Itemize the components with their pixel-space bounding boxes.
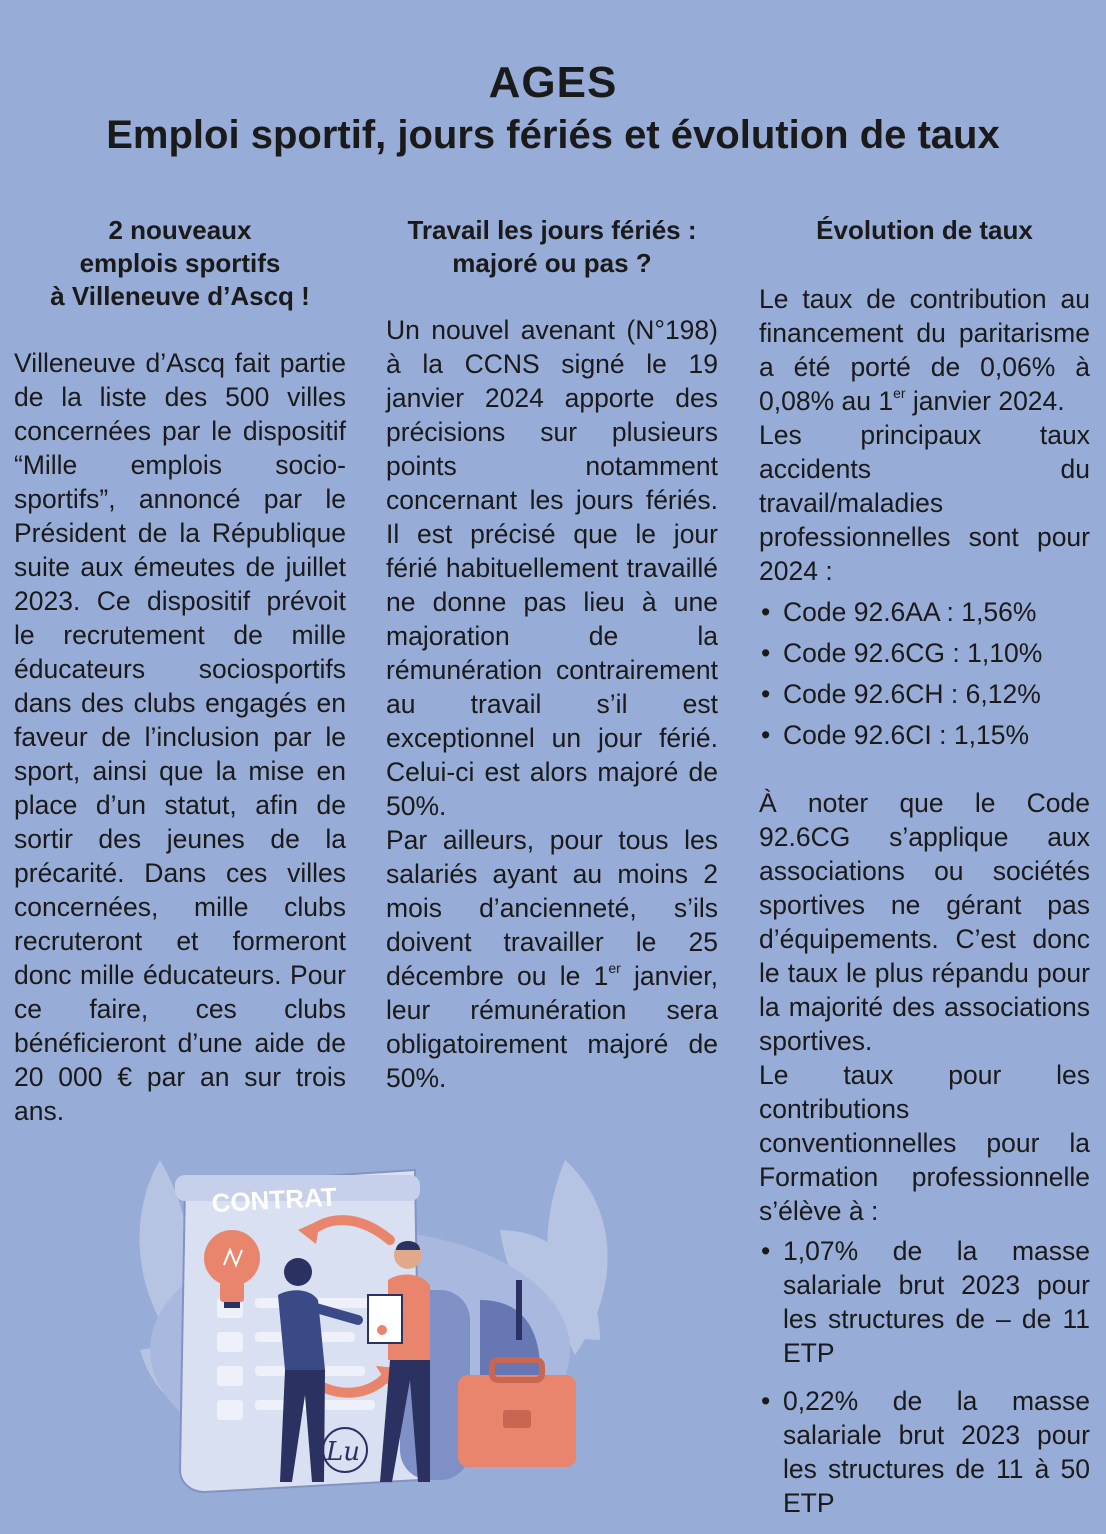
col1-paragraph: Villeneuve d’Ascq fait partie de la liste des 500 villes concernées par le dispositif “Mille emplois socio-sportifs”, annoncé par le Président de la République suite aux émeutes de juillet 2023. Ce dispositif prévoit le recrutement de mille éducateurs sociosportifs dans des clubs engagés en faveur de l’inclusion par le sport, ainsi que la mise en place d’un statut, afin de sortir des jeunes de la précarité. Dans ces villes concernées, mille clubs recruteront et formeront donc mille éducateurs. Pour ce faire, ces clubs bénéficieront d’une aide de 20 000 € par an sur trois ans. <box>14 348 346 1126</box>
briefcase-icon <box>458 1360 576 1467</box>
col3-text: Le taux de contribution au financement du paritarisme a été porté de 0,06% à 0,08% au 1 <box>759 284 1090 416</box>
ordinal-sup: er <box>893 385 906 402</box>
col3-paragraph-4: Le taux pour les contributions conventionnelles pour la Formation professionnelle s’élève à : <box>759 1060 1090 1226</box>
col2-heading-line: Travail les jours fériés : <box>407 215 697 245</box>
col3-heading: Évolution de taux <box>816 215 1033 245</box>
col1-heading <box>14 214 346 313</box>
col2-body <box>386 313 718 1095</box>
page-title: AGES <box>488 58 618 107</box>
list-item: • Code 92.6CI : 1,15% <box>759 718 1090 752</box>
list-item: • 0,22% de la masse salariale brut 2023 pour les structures de 11 à 50 ETP <box>759 1384 1090 1520</box>
list-item: • Code 92.6AA : 1,56% <box>759 595 1090 629</box>
col3-paragraph-1 <box>759 282 1090 418</box>
col2-text: janvier, leur rémunération sera obligatoirement majoré de 50%. <box>386 961 718 1093</box>
list-item: • Code 92.6CH : 6,12% <box>759 677 1090 711</box>
col1-heading-line: 2 nouveaux <box>108 215 252 245</box>
code-list <box>759 595 1090 752</box>
col1-heading-line: à Villeneuve d’Ascq ! <box>50 281 310 311</box>
contract-label: CONTRAT <box>210 1181 338 1219</box>
col3-paragraph-2: Les principaux taux accidents du travail/maladies professionnelles sont pour 2024 : <box>759 420 1090 586</box>
col2-paragraph-2 <box>386 823 718 1095</box>
col2-heading <box>386 214 718 280</box>
signature: Lu <box>326 1437 361 1467</box>
contract-illustration <box>120 1120 620 1494</box>
list-item: • Code 92.6CG : 1,10% <box>759 636 1090 670</box>
page-subtitle: Emploi sportif, jours fériés et évolution de taux <box>106 113 1000 157</box>
col3-paragraph-3: À noter que le Code 92.6CG s’applique aux associations ou sociétés sportives ne gérant pas d’équipements. C’est donc le taux le plus répandu pour la majorité des associations sportives. <box>759 788 1090 1056</box>
col1-body <box>14 346 346 1128</box>
col1-heading-line: emplois sportifs <box>79 248 281 278</box>
ordinal-sup: er <box>608 960 621 977</box>
rate-list <box>759 1234 1090 1520</box>
col2-text: Par ailleurs, pour tous les salariés ayant au moins 2 mois d’ancienneté, s’ils doivent travailler le 25 décembre ou le 1 <box>386 825 718 991</box>
col2-heading-line: majoré ou pas ? <box>452 248 652 278</box>
list-item: • 1,07% de la masse salariale brut 2023 pour les structures de – de 11 ETP <box>759 1234 1090 1370</box>
col3-text: janvier 2024. <box>905 386 1065 416</box>
col2-paragraph-1: Un nouvel avenant (N°198) à la CCNS signé le 19 janvier 2024 apporte des précisions sur plusieurs points notamment concernant les jours fériés. Il est précisé que le jour férié habituellement travaillé ne donne pas lieu à une majoration de la rémunération contrairement au travail s’il est exceptionnel un jour férié. Celui-ci est alors majoré de 50%. <box>386 315 718 821</box>
col3-body <box>759 282 1090 1534</box>
